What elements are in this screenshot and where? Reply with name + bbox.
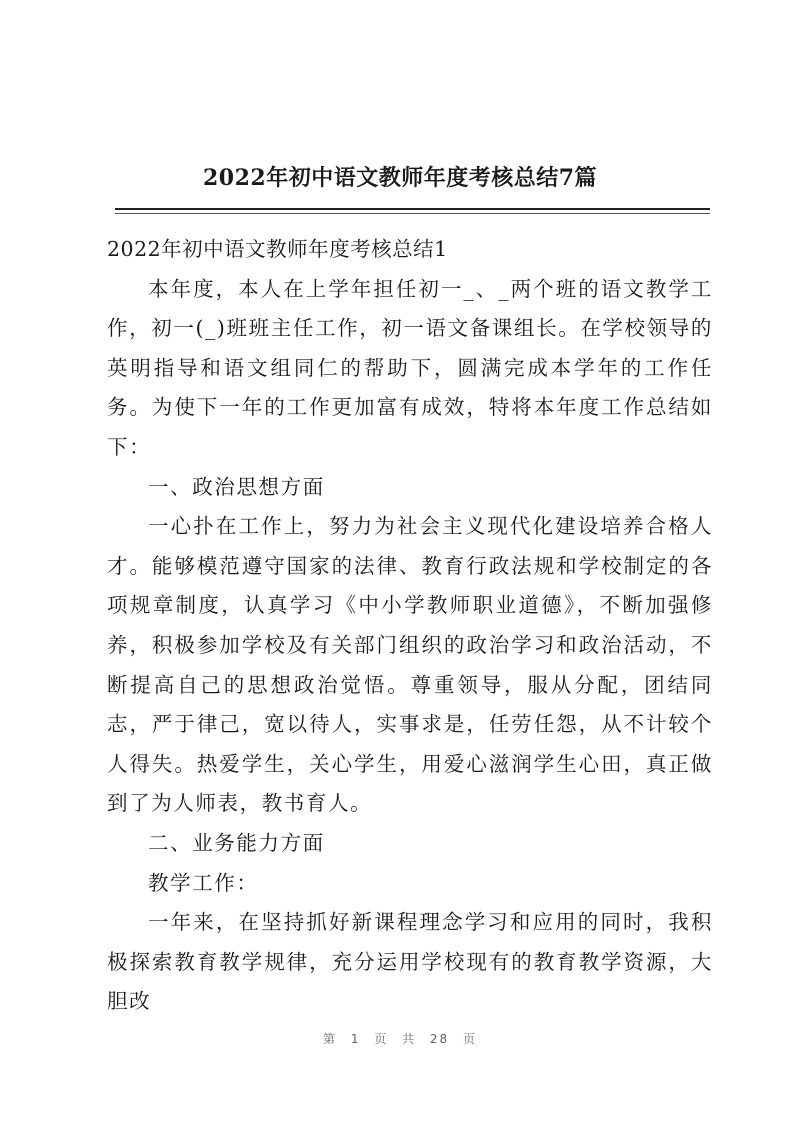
heading-business: 二、业务能力方面 bbox=[148, 830, 325, 855]
section-heading: 2022年初中语文教师年度考核总结1 bbox=[107, 237, 448, 261]
title-divider-thin bbox=[115, 213, 710, 214]
paragraph-politics: 一心扑在工作上，努力为社会主义现代化建设培养合格人才。能够模范遵守国家的法律、教育行政法规和学校制定的各项规章制度，认真学习《中小学教师职业道德》，不断加强修养，积极参加学校及有关部门组织的政治学习和政治活动，不断提高自己的思想政治觉悟。尊重领导，服从分配，团结同志，严于律己，宽以待人，实事求是，任劳任怨，从不计较个人得失。热爱学生，关心学生，用爱心滋润学生心田，真正做到了为人师表，教书育人。 bbox=[107, 514, 713, 816]
title-divider bbox=[115, 208, 710, 210]
document-body bbox=[107, 230, 713, 1022]
document-title: 2022年初中语文教师年度考核总结7篇 bbox=[202, 165, 598, 191]
heading-politics: 一、政治思想方面 bbox=[148, 474, 325, 499]
page-number-footer: 第 1 页 共 28 页 bbox=[323, 1032, 477, 1046]
paragraph-intro: 本年度，本人在上学年担任初一_、_两个班的语文教学工作，初一(_)班班主任工作，初一语文备课组长。在学校领导的英明指导和语文组同仁的帮助下，圆满完成本学年的工作任务。为使下一年的工作更加富有成效，特将本年度工作总结如下： bbox=[107, 276, 713, 459]
heading-teaching-work: 教学工作： bbox=[148, 870, 259, 895]
paragraph-teaching: 一年来，在坚持抓好新课程理念学习和应用的同时，我积极探索教育教学规律，充分运用学校现有的教育教学资源，大胆改 bbox=[107, 910, 713, 1014]
